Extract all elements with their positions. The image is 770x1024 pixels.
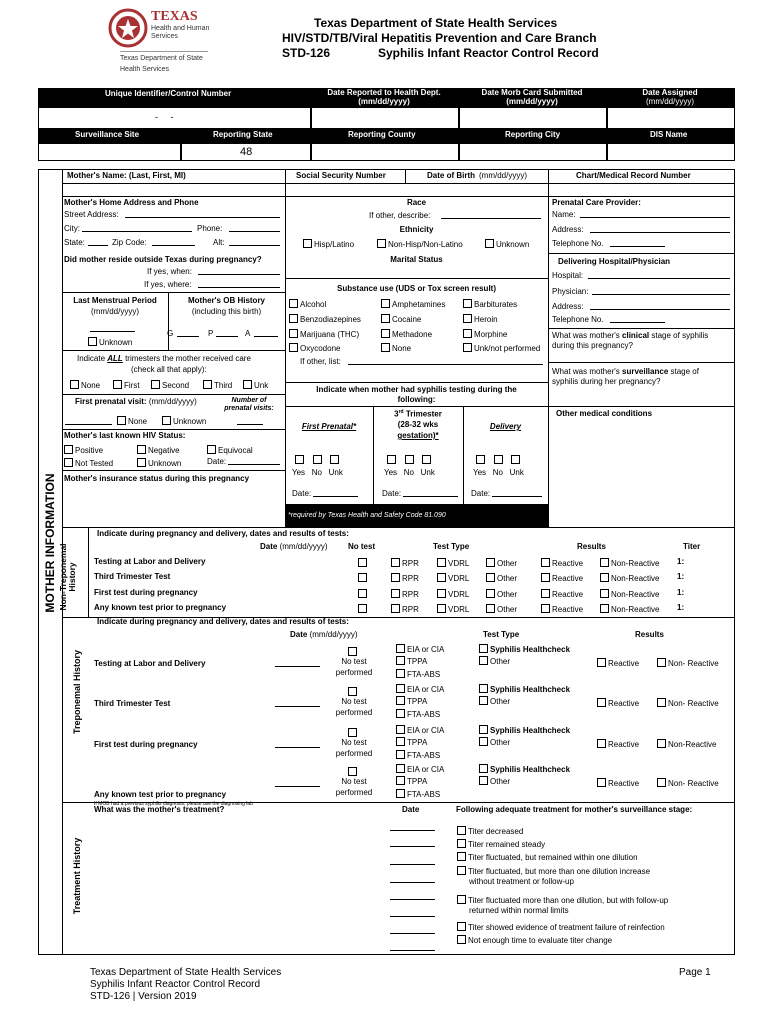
treat-opt-2[interactable]: Titer remained steady: [457, 839, 545, 850]
dept-line1: Texas Department of State: [120, 55, 203, 62]
race-other-input[interactable]: [441, 218, 541, 219]
nontrep-reactive[interactable]: Reactive: [541, 604, 583, 615]
nontrep-vdrl[interactable]: VDRL: [437, 589, 469, 600]
sub-ifother-input[interactable]: [348, 364, 543, 365]
nontrep-results-hdr: Results: [577, 542, 606, 551]
nontrep-other[interactable]: Other: [486, 558, 517, 569]
prenatal-visit-label: First prenatal visit: (mm/dd/yyyy): [75, 397, 197, 406]
trep-row-label: Third Trimester Test: [94, 699, 171, 708]
page-number: Page 1: [679, 967, 711, 978]
phone-input[interactable]: [229, 231, 280, 232]
footer-line-2: Syphilis Infant Reactor Control Record: [90, 979, 261, 990]
prov-name-label: Name:: [552, 210, 576, 219]
treat-opt-4b: without treatment or follow-up: [469, 877, 574, 886]
ifyes-when-input[interactable]: [198, 274, 280, 275]
hiv-date-label: Date:: [207, 457, 227, 466]
sub-none[interactable]: None: [381, 343, 411, 354]
morb-fmt: (mm/dd/yyyy): [506, 97, 558, 106]
trep-nonreactive[interactable]: Non-Reactive: [657, 739, 716, 750]
treat-date-hdr: Date: [402, 805, 420, 814]
testing-hdr-1: Indicate when mother had syphilis testing during the: [316, 385, 517, 394]
nontrep-other[interactable]: Other: [486, 604, 517, 615]
city-label-m: City:: [64, 224, 80, 233]
sub-amph[interactable]: Amphetamines: [381, 299, 445, 310]
hosp-addr-input[interactable]: [590, 309, 730, 310]
sub-alcohol[interactable]: Alcohol: [289, 299, 326, 310]
form-code: STD-126: [282, 46, 331, 60]
t3-yn: Yes No Unk: [384, 468, 435, 477]
nontrep-row-label: First test during pregnancy: [94, 588, 198, 597]
num-visits-input[interactable]: [237, 424, 263, 425]
pv-unknown[interactable]: Unknown: [162, 416, 206, 427]
treat-opt-7[interactable]: Not enough time to evaluate titer change: [457, 935, 612, 946]
nontrep-nonreactive[interactable]: Non-Reactive: [600, 558, 659, 569]
treat-date-4[interactable]: [390, 882, 435, 883]
ifyes-where-input[interactable]: [198, 287, 280, 288]
nontrep-date-input[interactable]: [268, 611, 328, 612]
trep-reactive[interactable]: Reactive: [597, 739, 639, 750]
tri-first[interactable]: First: [113, 380, 140, 391]
footer-line-1: Texas Department of State Health Services: [90, 967, 282, 978]
trep-ftaabs[interactable]: FTA-ABS: [396, 789, 440, 800]
t3-date-label: Date:: [382, 489, 402, 498]
prenatal-visit-input[interactable]: [65, 424, 112, 425]
clinical-label: What was mother's clinical stage of syphilis: [552, 331, 709, 340]
trep-other[interactable]: Other: [479, 696, 510, 707]
nontrep-vdrl[interactable]: VDRL: [437, 558, 469, 569]
trep-notest-label2: performed: [335, 668, 373, 677]
ob-a-input[interactable]: [254, 336, 278, 337]
hiv-unknown[interactable]: Unknown: [137, 458, 181, 469]
city-input[interactable]: [459, 143, 607, 161]
t3-label-d: gestation)*: [397, 431, 439, 440]
physician-label: Physician:: [552, 287, 589, 296]
ssn-label: Social Security Number: [296, 171, 386, 180]
footer-line-3: STD-126 | Version 2019: [90, 991, 197, 1002]
phone-label: Phone:: [197, 224, 223, 233]
ob-g-input[interactable]: [177, 336, 199, 337]
ob-a: A: [245, 329, 251, 338]
hiv-equivocal[interactable]: Equivocal: [207, 445, 253, 456]
trep-date-input[interactable]: [275, 706, 320, 707]
required-note: *required by Texas Health and Safety Code 81.090: [288, 512, 446, 519]
trep-date-input[interactable]: [275, 666, 320, 667]
org-hhs: Health and Human: [151, 25, 210, 32]
assigned-fmt: (mm/dd/yyyy): [646, 97, 694, 106]
eth-unknown[interactable]: Unknown: [485, 239, 529, 250]
sub-benzo[interactable]: Benzodiazepines: [289, 314, 361, 325]
ifyes-where-label: If yes, where:: [144, 280, 192, 289]
nontrep-date-input[interactable]: [268, 596, 328, 597]
dis-label: DIS Name: [650, 130, 688, 139]
treat-date-8[interactable]: [390, 950, 435, 951]
trep-reactive[interactable]: Reactive: [597, 778, 639, 789]
trep-ftaabs[interactable]: FTA-ABS: [396, 750, 440, 761]
num-visits-2: prenatal visits:: [224, 405, 274, 412]
trep-results-hdr: Results: [635, 630, 664, 639]
eth-hisp[interactable]: Hisp/Latino: [303, 239, 354, 250]
dob-input[interactable]: [406, 184, 547, 195]
sub-cocaine[interactable]: Cocaine: [381, 314, 421, 325]
chart-input[interactable]: [549, 184, 734, 195]
t3-checks[interactable]: [387, 455, 433, 466]
trep-hc[interactable]: Syphilis Healthcheck: [479, 644, 570, 655]
side-mother-info: MOTHER INFORMATION: [43, 473, 57, 613]
trep-eia[interactable]: EIA or CIA: [396, 764, 444, 775]
nontrep-row-label: Third Trimester Test: [94, 572, 171, 581]
hospital-input[interactable]: [588, 278, 730, 279]
tri-unk[interactable]: Unk: [243, 380, 268, 391]
t3-label-c: (28-32 wks: [397, 420, 439, 429]
lmp-unknown[interactable]: Unknown: [88, 337, 132, 348]
trep-hc[interactable]: Syphilis Healthcheck: [479, 764, 570, 775]
trep-tppa[interactable]: TPPA: [396, 737, 427, 748]
nontrep-rpr[interactable]: RPR: [391, 573, 419, 584]
trep-notest-label2: performed: [335, 788, 373, 797]
dl-yn: Yes No Unk: [473, 468, 524, 477]
sub-morphine[interactable]: Morphine: [463, 329, 507, 340]
trep-tppa[interactable]: TPPA: [396, 696, 427, 707]
other-med-label: Other medical conditions: [556, 409, 653, 418]
sub-heroin[interactable]: Heroin: [463, 314, 498, 325]
testing-hdr-2: following:: [397, 395, 436, 404]
trep-date-input[interactable]: [275, 747, 320, 748]
nontrep-type-hdr: Test Type: [433, 542, 470, 551]
fp-yn: Yes No Unk: [292, 468, 343, 477]
nontrep-hdr: Indicate during pregnancy and delivery, dates and results of tests:: [97, 529, 349, 538]
side-treat: Treatment History: [72, 837, 82, 915]
uid-input[interactable]: [38, 107, 311, 129]
form-title-1: Texas Department of State Health Services: [314, 16, 558, 30]
nontrep-vdrl[interactable]: VDRL: [437, 604, 469, 615]
t3-date-input[interactable]: [403, 496, 458, 497]
trep-row-label: Any known test prior to pregnancy: [94, 790, 227, 799]
ob-sub: (including this birth): [191, 307, 262, 316]
street-label: Street Address:: [64, 210, 119, 219]
clinical-label-2: during this pregnancy?: [552, 341, 633, 350]
nontrep-date-hdr: Date (mm/dd/yyyy): [260, 542, 328, 551]
nontrep-other[interactable]: Other: [486, 573, 517, 584]
lmp-input[interactable]: [90, 331, 135, 332]
prov-addr-label: Address:: [552, 225, 584, 234]
nontrep-notest-hdr: No test: [348, 542, 376, 551]
surv-label-2: syphilis during her pregnancy?: [552, 377, 661, 386]
uid-value: - -: [155, 112, 174, 122]
form-title-3: Syphilis Infant Reactor Control Record: [378, 46, 599, 60]
nontrep-vdrl[interactable]: VDRL: [437, 573, 469, 584]
assigned-input[interactable]: [607, 107, 735, 129]
side-trep: Treponemal History: [72, 649, 82, 735]
trep-reactive[interactable]: Reactive: [597, 658, 639, 669]
trep-date-input[interactable]: [275, 786, 320, 787]
trep-ftaabs[interactable]: FTA-ABS: [396, 709, 440, 720]
hiv-positive[interactable]: Positive: [64, 445, 103, 456]
nontrep-date-input[interactable]: [268, 565, 328, 566]
mother-name-label: Mother's Name: (Last, First, MI): [67, 171, 186, 180]
treat-following: Following adequate treatment for mother's surveillance stage:: [456, 805, 693, 814]
state-value: 48: [240, 146, 253, 158]
nontrep-reactive[interactable]: Reactive: [541, 589, 583, 600]
dis-input[interactable]: [607, 143, 735, 161]
prov-addr-input[interactable]: [590, 232, 730, 233]
hiv-date-input[interactable]: [228, 464, 280, 465]
physician-input[interactable]: [592, 294, 730, 295]
mother-name-input[interactable]: [63, 184, 284, 195]
nontrep-notest-check[interactable]: [358, 589, 369, 600]
treat-opt-4[interactable]: Titer fluctuated, but more than one dilution increase: [457, 866, 650, 877]
marital-label: Marital Status: [390, 255, 443, 264]
substance-label: Substance use (UDS or Tox screen result): [336, 284, 496, 293]
lmp-label: Last Menstrual Period: [73, 296, 157, 305]
sub-oxy[interactable]: Oxycodone: [289, 343, 340, 354]
reported-fmt: (mm/dd/yyyy): [358, 97, 410, 106]
hosp-addr-label: Address:: [552, 302, 584, 311]
trep-notest-label: No test: [341, 697, 367, 706]
zip-input[interactable]: [152, 245, 195, 246]
side-nontrep: Non-Treponemal History: [58, 543, 77, 611]
form-title-2: HIV/STD/TB/Viral Hepatitis Prevention and Care Branch: [282, 31, 597, 45]
dl-checks[interactable]: [476, 455, 522, 466]
trep-eia[interactable]: EIA or CIA: [396, 684, 444, 695]
tri-third[interactable]: Third: [203, 380, 232, 391]
chart-label: Chart/Medical Record Number: [576, 171, 691, 180]
site-label: Surveillance Site: [75, 130, 140, 139]
nontrep-nonreactive[interactable]: Non-Reactive: [600, 589, 659, 600]
first-prenatal-label: First Prenatal*: [301, 422, 357, 431]
ob-p-input[interactable]: [216, 336, 238, 337]
nontrep-reactive[interactable]: Reactive: [541, 558, 583, 569]
pv-none[interactable]: None: [117, 416, 147, 427]
delivery-label: Delivery: [489, 422, 522, 431]
nontrep-rpr[interactable]: RPR: [391, 604, 419, 615]
trep-nonreactive[interactable]: Non- Reactive: [657, 658, 719, 669]
ob-label: Mother's OB History: [187, 296, 266, 305]
sub-barb[interactable]: Barbiturates: [463, 299, 517, 310]
ssn-input[interactable]: [286, 184, 404, 195]
uid-label: Unique Identifier/Control Number: [105, 89, 232, 98]
prov-tel-label: Telephone No.: [552, 239, 604, 248]
trep-notest-label: No test: [341, 738, 367, 747]
trep-type-hdr: Test Type: [483, 630, 520, 639]
trep-notest-label: No test: [341, 657, 367, 666]
morb-label: Date Morb Card Submitted: [481, 88, 583, 97]
t3-label-a: 3rd Trimester: [394, 409, 442, 419]
lmp-fmt: (mm/dd/yyyy): [91, 307, 139, 316]
county-label: Reporting County: [348, 130, 416, 139]
tri-label: Indicate ALL trimesters the mother received care: [77, 354, 251, 363]
treat-question: What was the mother's treatment?: [94, 805, 225, 814]
ob-p: P: [208, 329, 214, 338]
outside-label: Did mother reside outside Texas during pregnancy?: [64, 255, 262, 264]
sub-ifother-label: If other, list:: [300, 357, 341, 366]
alt-label: Alt:: [213, 238, 225, 247]
hospital-label: Hospital:: [552, 271, 584, 280]
delivering-label: Delivering Hospital/Physician: [558, 257, 671, 266]
nontrep-titer: 1:: [677, 603, 685, 612]
reported-label: Date Reported to Health Dept.: [327, 88, 441, 97]
treat-date-1[interactable]: [390, 830, 435, 831]
site-input[interactable]: [38, 143, 181, 161]
trep-row-label: First test during pregnancy: [94, 740, 198, 749]
trep-sub-note: If MOB had a previous syphilis diagnosis, please use the diagnosing lab: [94, 801, 253, 807]
provider-label: Prenatal Care Provider:: [552, 198, 641, 207]
hiv-not-tested[interactable]: Not Tested: [64, 458, 113, 469]
nontrep-row-label: Any known test prior to pregnancy: [94, 603, 227, 612]
nontrep-row-label: Testing at Labor and Delivery: [94, 557, 206, 566]
hosp-tel-label: Telephone No.: [552, 315, 604, 324]
treat-opt-5[interactable]: Titer fluctuated more than one dilution, but with follow-up: [457, 895, 668, 906]
sub-mj[interactable]: Marijuana (THC): [289, 329, 359, 340]
nontrep-titer: 1:: [677, 557, 685, 566]
nontrep-nonreactive[interactable]: Non-Reactive: [600, 604, 659, 615]
trep-notest-label2: performed: [335, 749, 373, 758]
treat-opt-1[interactable]: Titer decreased: [457, 826, 523, 837]
trep-hc[interactable]: Syphilis Healthcheck: [479, 725, 570, 736]
org-services: Services: [151, 33, 178, 40]
hiv-negative[interactable]: Negative: [137, 445, 180, 456]
zip-label: Zip Code:: [112, 238, 147, 247]
fp-date-input[interactable]: [313, 496, 358, 497]
nontrep-titer: 1:: [677, 588, 685, 597]
ethnicity-label: Ethnicity: [399, 225, 434, 234]
dept-line2: Health Services: [120, 66, 170, 73]
state-label-m: State:: [64, 238, 85, 247]
prov-tel-input[interactable]: [610, 246, 665, 247]
nontrep-notest-check[interactable]: [358, 558, 369, 569]
treat-date-5[interactable]: [390, 899, 435, 900]
trep-row-label: Testing at Labor and Delivery: [94, 659, 206, 668]
city-input-m[interactable]: [82, 231, 192, 232]
treat-opt-3[interactable]: Titer fluctuated, but remained within one dilution: [457, 852, 638, 863]
trep-other[interactable]: Other: [479, 737, 510, 748]
dl-date-label: Date:: [471, 489, 491, 498]
nontrep-date-input[interactable]: [268, 580, 328, 581]
sub-methadone[interactable]: Methadone: [381, 329, 432, 340]
trep-notest-label: No test: [341, 777, 367, 786]
hosp-tel-input[interactable]: [610, 322, 665, 323]
fp-checks[interactable]: [295, 455, 341, 466]
trep-hdr: Indicate during pregnancy and delivery, dates and results of tests:: [97, 617, 349, 626]
nontrep-nonreactive[interactable]: Non-Reactive: [600, 573, 659, 584]
texas-hhs-logo: [108, 8, 148, 48]
insurance-label: Mother's insurance status during this pregnancy: [64, 474, 250, 483]
eth-nonhisp[interactable]: Non-Hisp/Non-Latino: [377, 239, 463, 250]
dob-fmt: (mm/dd/yyyy): [479, 171, 527, 180]
surv-label: What was mother's surveillance stage of: [552, 367, 699, 376]
trep-nonreactive[interactable]: Non- Reactive: [657, 778, 719, 789]
ob-g: G: [167, 329, 174, 338]
nontrep-rpr[interactable]: RPR: [391, 558, 419, 569]
race-label: Race: [406, 198, 427, 207]
state-label: Reporting State: [213, 130, 273, 139]
dl-date-input[interactable]: [492, 496, 542, 497]
tri-second[interactable]: Second: [151, 380, 189, 391]
org-texas: TEXAS: [151, 9, 198, 24]
street-input[interactable]: [125, 217, 280, 218]
trep-ftaabs[interactable]: FTA-ABS: [396, 669, 440, 680]
trep-nonreactive[interactable]: Non- Reactive: [657, 698, 719, 709]
assigned-label: Date Assigned: [642, 88, 698, 97]
tri-none[interactable]: None: [70, 380, 100, 391]
trep-hc[interactable]: Syphilis Healthcheck: [479, 684, 570, 695]
treat-date-2[interactable]: [390, 846, 435, 847]
nontrep-notest-check[interactable]: [358, 604, 369, 615]
trep-other[interactable]: Other: [479, 776, 510, 787]
fp-date-label: Date:: [292, 489, 312, 498]
ifyes-when-label: If yes, when:: [147, 267, 192, 276]
treat-opt-6[interactable]: Titer showed evidence of treatment failure of reinfection: [457, 922, 665, 933]
sub-unknp[interactable]: Unk/not performed: [463, 343, 540, 354]
nontrep-reactive[interactable]: Reactive: [541, 573, 583, 584]
city-label: Reporting City: [505, 130, 561, 139]
trep-reactive[interactable]: Reactive: [597, 698, 639, 709]
home-label: Mother's Home Address and Phone: [64, 198, 199, 207]
num-visits-1: Number of: [231, 397, 267, 404]
nontrep-titer-hdr: Titer: [683, 542, 701, 551]
trep-tppa[interactable]: TPPA: [396, 776, 427, 787]
trep-date-hdr: Date (mm/dd/yyyy): [290, 630, 358, 639]
race-other-label: If other, describe:: [369, 211, 431, 220]
nontrep-rpr[interactable]: RPR: [391, 589, 419, 600]
treat-date-6[interactable]: [390, 916, 435, 917]
treat-opt-5b: returned within normal limits: [469, 906, 569, 915]
tri-label-2: (check all that apply):: [131, 365, 207, 374]
state-input-m[interactable]: [88, 245, 108, 246]
trep-eia[interactable]: EIA or CIA: [396, 725, 444, 736]
nontrep-other[interactable]: Other: [486, 589, 517, 600]
alt-input[interactable]: [229, 245, 280, 246]
morb-input[interactable]: [459, 107, 607, 129]
dob-label: Date of Birth: [427, 171, 475, 180]
trep-tppa[interactable]: TPPA: [396, 656, 427, 667]
nontrep-titer: 1:: [677, 572, 685, 581]
trep-eia[interactable]: EIA or CIA: [396, 644, 444, 655]
trep-other[interactable]: Other: [479, 656, 510, 667]
hiv-label: Mother's last known HIV Status:: [64, 431, 186, 440]
reported-input[interactable]: [311, 107, 459, 129]
trep-notest-label2: performed: [335, 708, 373, 717]
prov-name-input[interactable]: [580, 217, 730, 218]
treat-date-7[interactable]: [390, 933, 435, 934]
treat-date-3[interactable]: [390, 864, 435, 865]
county-input[interactable]: [311, 143, 459, 161]
nontrep-notest-check[interactable]: [358, 573, 369, 584]
